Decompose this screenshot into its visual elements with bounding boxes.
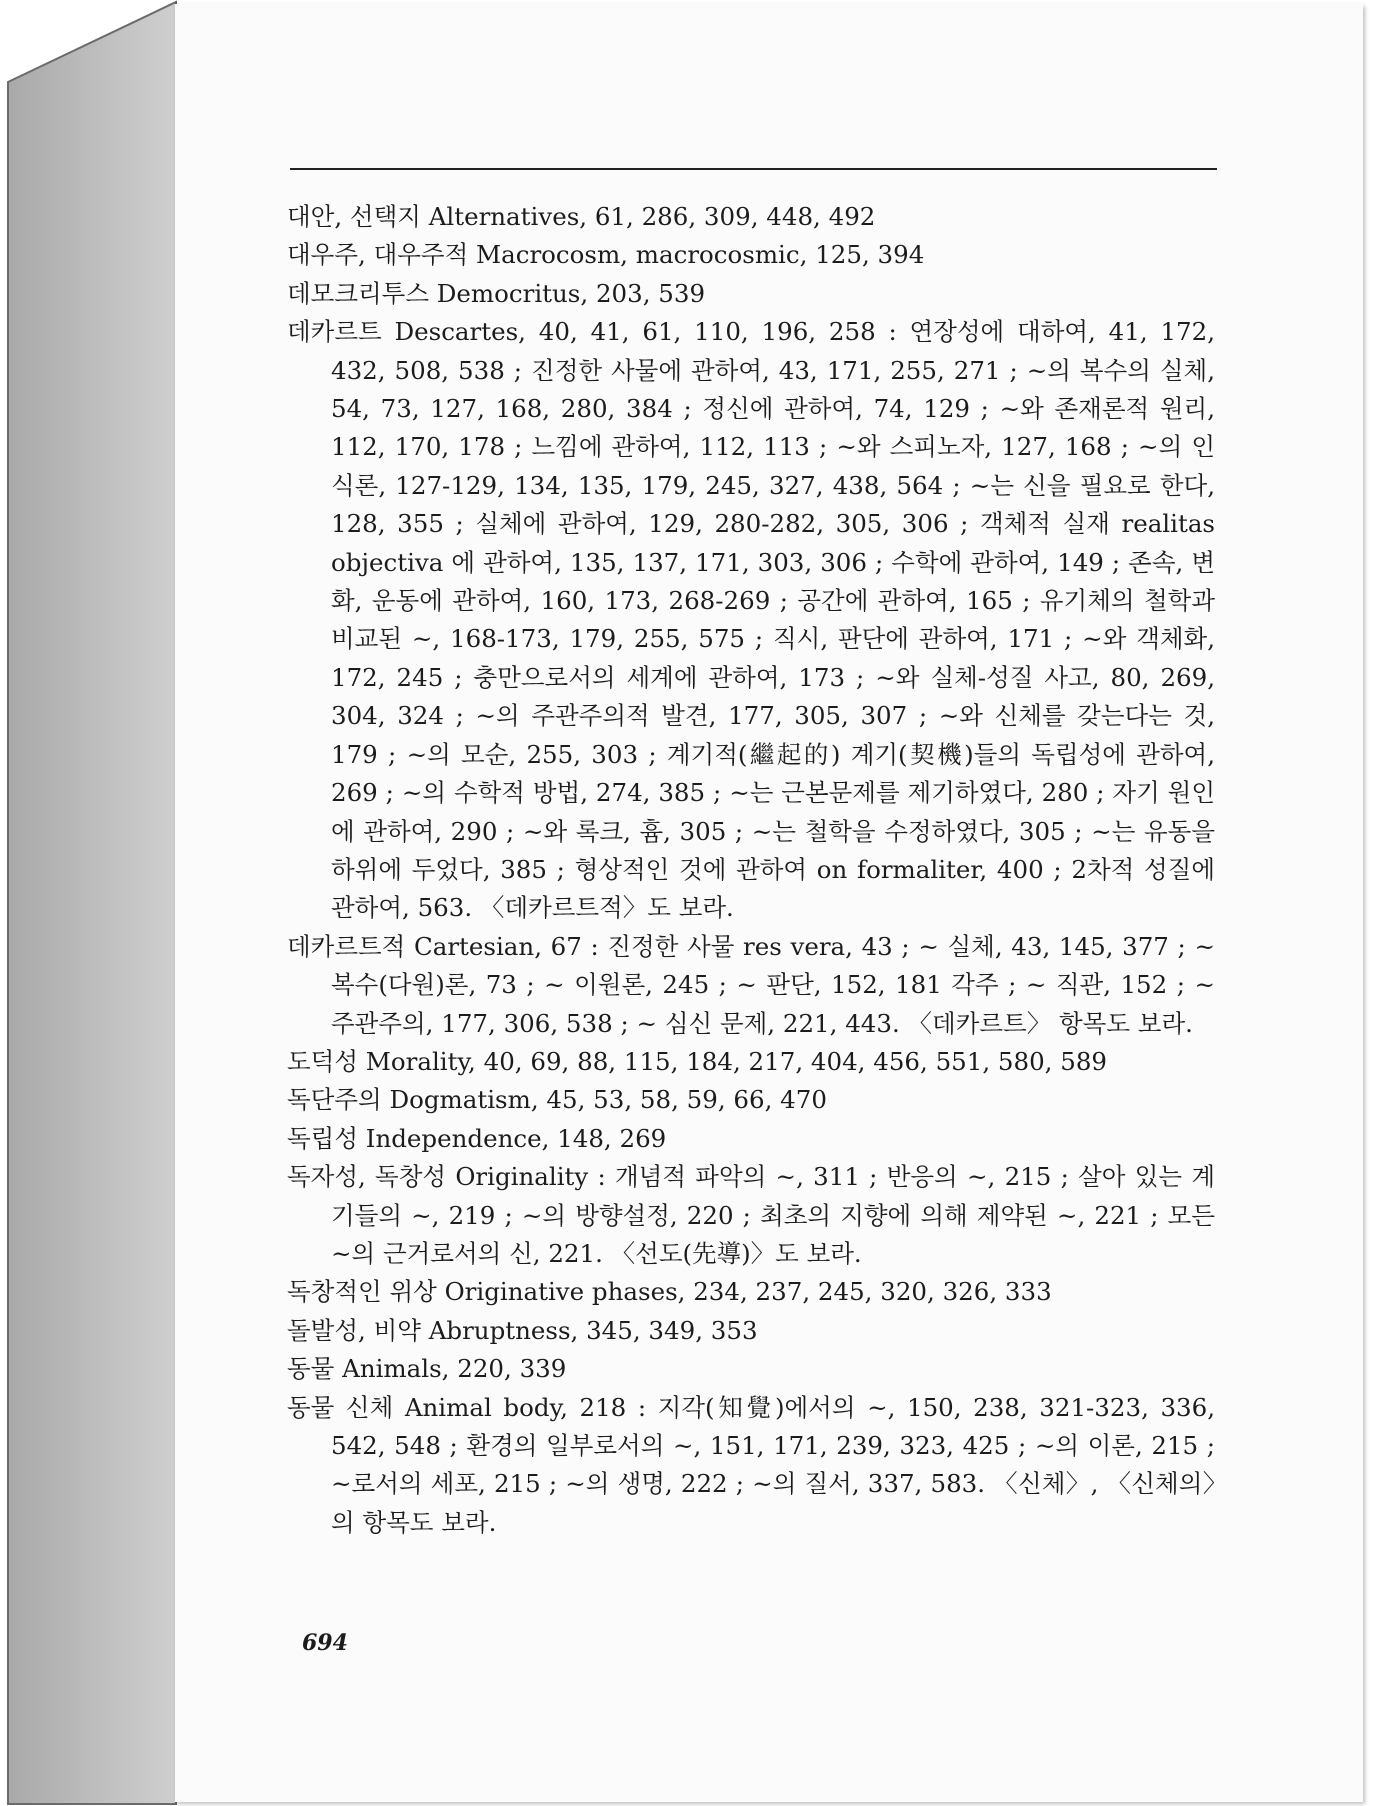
index-entry: 데카르트 Descartes, 40, 41, 61, 110, 196, 258 : 연장성에 대하여, 41, 172, 432, 508, 538 ; 진정한 사물에 관하여, 43, 171, 255, 271 ; ~의 복수의 실체, 54, 73, 127, 168, 280, 384 ; 정신에 관하여, 74, 129 ; ~와 존재론적 원리, 112, 170, 178 ; 느낌에 관하여, 112, 113 ; ~와 스피노자, 127, 168 ; ~의 인식론, 127-129, 134, 135, 179, 245, 327, 438, 564 ; ~는 신을 필요로 한다, 128, 355 ; 실체에 관하여, 129, 280-282, 305, 306 ; 객체적 실재 realitas objectiva 에 관하여, 135, 137, 171, 303, 306 ; 수학에 관하여, 149 ; 존속, 변화, 운동에 관하여, 160, 173, 268-269 ; 공간에 관하여, 165 ; 유기체의 철학과 비교된 ~, 168-173, 179, 255, 575 ; 직시, 판단에 관하여, 171 ; ~와 객체화, 172, 245 ; 충만으로서의 세계에 관하여, 173 ; ~와 실체-성질 사고, 80, 269, 304, 324 ; ~의 주관주의적 발견, 177, 305, 307 ; ~와 신체를 갖는다는 것, 179 ; ~의 모순, 255, 303 ; 계기적(繼起的) 계기(契機)들의 독립성에 관하여, 269 ; ~의 수학적 방법, 274, 385 ; ~는 근본문제를 제기하였다, 280 ; 자기 원인에 관하여, 290 ; ~와 록크, 흄, 305 ; ~는 철학을 수정하였다, 305 ; ~는 유동을 하위에 두었다, 385 ; 형상적인 것에 관하여 on formaliter, 400 ; 2차적 성질에 관하여, 563. 〈데카르트적〉도 보라.	[287, 317, 1215, 923]
book-side-face	[8, 2, 176, 1804]
index-entry: 대우주, 대우주적 Macrocosm, macrocosmic, 125, 394	[287, 240, 925, 270]
header-rule	[290, 168, 1217, 170]
index-entry: 독창적인 위상 Originative phases, 234, 237, 245, 320, 326, 333	[287, 1277, 1052, 1307]
index-entry: 도덕성 Morality, 40, 69, 88, 115, 184, 217, 404, 456, 551, 580, 589	[287, 1046, 1108, 1076]
index-entry: 돌발성, 비약 Abruptness, 345, 349, 353	[287, 1315, 758, 1345]
index-entry: 데모크리투스 Democritus, 203, 539	[287, 278, 706, 308]
index-entry: 데카르트적 Cartesian, 67 : 진정한 사물 res vera, 43 ; ~ 실체, 43, 145, 377 ; ~ 복수(다원)론, 73 ; ~ 이원론, 245 ; ~ 판단, 152, 181 각주 ; ~ 직관, 152 ; ~ 주관주의, 177, 306, 538 ; ~ 심신 문제, 221, 443. 〈데카르트〉 항목도 보라.	[287, 931, 1215, 1038]
index-entry: 독단주의 Dogmatism, 45, 53, 58, 59, 66, 470	[287, 1085, 827, 1115]
index-entry: 동물 Animals, 220, 339	[287, 1354, 567, 1384]
index-entries	[287, 198, 1215, 1542]
index-entry: 동물 신체 Animal body, 218 : 지각(知覺)에서의 ~, 150, 238, 321-323, 336, 542, 548 ; 환경의 일부로서의 ~, 151, 171, 239, 323, 425 ; ~의 이론, 215 ; ~로서의 세포, 215 ; ~의 생명, 222 ; ~의 질서, 337, 583. 〈신체〉, 〈신체의〉의 항목도 보라.	[287, 1392, 1215, 1537]
index-entry: 독자성, 독창성 Originality : 개념적 파악의 ~, 311 ; 반응의 ~, 215 ; 살아 있는 계기들의 ~, 219 ; ~의 방향설정, 220 ; 최초의 지향에 의해 제약된 ~, 221 ; 모든 ~의 근거로서의 신, 221. 〈선도(先導)〉도 보라.	[287, 1162, 1215, 1268]
index-entry: 대안, 선택지 Alternatives, 61, 286, 309, 448, 492	[287, 202, 876, 231]
page-number: 694	[302, 1630, 348, 1656]
index-entry: 독립성 Independence, 148, 269	[287, 1123, 667, 1153]
